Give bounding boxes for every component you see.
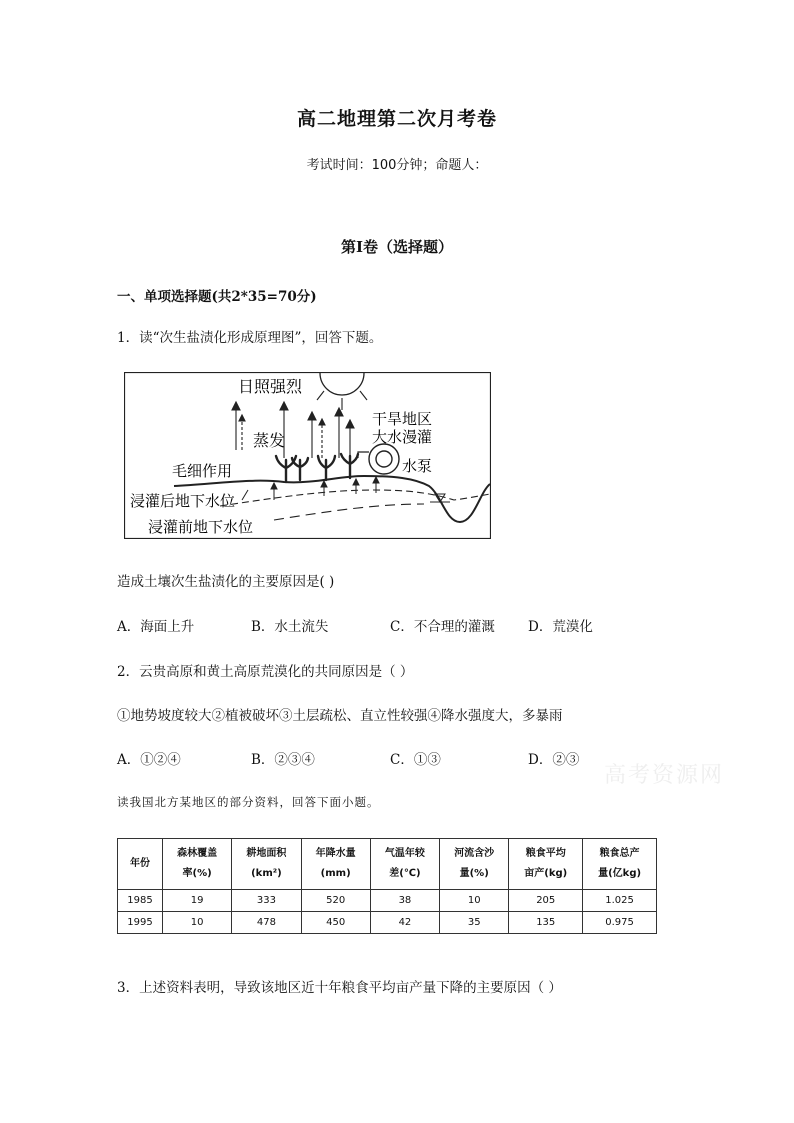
sun-label: 日照强烈 xyxy=(238,377,303,396)
header-temp-range: 气温年较 差(℃) xyxy=(370,839,439,890)
q1-option-d: D．荒漠化 xyxy=(528,619,593,635)
header-forest: 森林覆盖 率(%) xyxy=(163,839,232,890)
salinization-diagram xyxy=(124,372,491,539)
cell: 520 xyxy=(301,890,370,912)
part-heading: 一、单项选择题(共2*35=70分) xyxy=(117,289,317,305)
q1-option-c: C．不合理的灌溉 xyxy=(390,619,495,635)
exam-title: 高二地理第二次月考卷 xyxy=(296,108,497,130)
q1-option-b: B．水土流失 xyxy=(251,619,329,635)
q2-option-b: B．②③④ xyxy=(251,752,315,768)
cell: 450 xyxy=(301,912,370,934)
q2-option-d: D．②③ xyxy=(528,752,580,768)
section-title: 第Ⅰ卷（选择题） xyxy=(340,238,454,256)
cell: 1995 xyxy=(118,912,163,934)
cell: 42 xyxy=(370,912,439,934)
pump-label: 水泵 xyxy=(402,457,433,475)
after-label: 浸灌后地下水位 xyxy=(130,492,236,510)
exam-subtitle: 考试时间：100分钟；命题人： xyxy=(306,158,488,173)
q2-option-c: C．①③ xyxy=(390,752,441,768)
dry-label-1: 干旱地区 xyxy=(372,410,433,428)
q2-statements: ①地势坡度较大②植被破坏③土层疏松、直立性较强④降水强度大，多暴雨 xyxy=(117,708,563,724)
q1-question: 造成土壤次生盐渍化的主要原因是( ) xyxy=(117,574,335,590)
cell: 1985 xyxy=(118,890,163,912)
table-row xyxy=(118,912,657,934)
q2-option-a: A．①②④ xyxy=(117,752,181,768)
cell: 205 xyxy=(509,890,583,912)
q1-option-a: A．海面上升 xyxy=(117,619,195,635)
capillary-label: 毛细作用 xyxy=(172,462,233,480)
header-grain-yield: 粮食平均 亩产(kg) xyxy=(509,839,583,890)
before-label: 浸灌前地下水位 xyxy=(148,518,254,536)
cell: 38 xyxy=(370,890,439,912)
header-sediment: 河流含沙 量(%) xyxy=(440,839,509,890)
q2-stem: 2．云贵高原和黄土高原荒漠化的共同原因是（ ） xyxy=(117,664,414,680)
watermark: 高考资源网 xyxy=(604,763,725,788)
cell: 10 xyxy=(440,890,509,912)
q1-stem: 1．读“次生盐渍化形成原理图”，回答下题。 xyxy=(117,330,383,346)
cell: 333 xyxy=(232,890,301,912)
cell: 478 xyxy=(232,912,301,934)
cell: 135 xyxy=(509,912,583,934)
cell: 10 xyxy=(163,912,232,934)
header-farmland: 耕地面积 (km²) xyxy=(232,839,301,890)
q3-stem: 3．上述资料表明，导致该地区近十年粮食平均亩产量下降的主要原因（ ） xyxy=(117,980,562,996)
material-intro: 读我国北方某地区的部分资料，回答下面小题。 xyxy=(117,795,380,809)
cell: 35 xyxy=(440,912,509,934)
dry-label-2: 大水漫灌 xyxy=(372,428,433,446)
evap-label: 蒸发 xyxy=(253,431,286,450)
cell: 19 xyxy=(163,890,232,912)
table-row xyxy=(118,890,657,912)
header-grain-total: 粮食总产 量(亿kg) xyxy=(583,839,657,890)
header-precip: 年降水量 (mm) xyxy=(301,839,370,890)
table-header-row xyxy=(118,839,657,890)
data-table xyxy=(117,838,657,934)
cell: 1.025 xyxy=(583,890,657,912)
header-year: 年份 xyxy=(118,839,163,890)
cell: 0.975 xyxy=(583,912,657,934)
